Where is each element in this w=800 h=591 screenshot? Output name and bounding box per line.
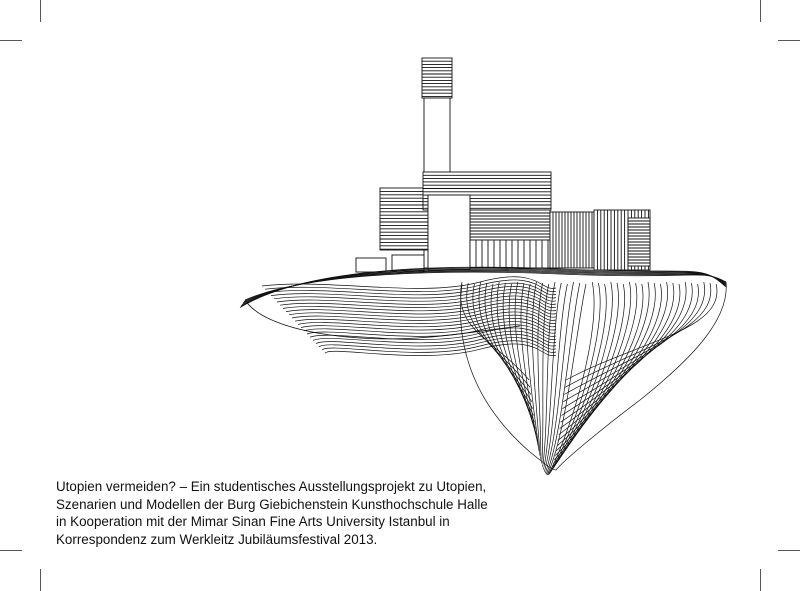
caption-line: in Kooperation mit der Mimar Sinan Fine Arts University Istanbul in <box>56 514 450 529</box>
caption-line: Utopien vermeiden? – Ein studentisches Ausstellungsprojekt zu Utopien, <box>56 479 487 494</box>
crop-mark-top-right-h <box>778 40 800 41</box>
island-rock-strata <box>262 277 726 475</box>
crop-mark-bottom-left-h <box>0 550 22 551</box>
crop-mark-bottom-left-v <box>40 569 41 591</box>
crop-mark-top-left-h <box>0 40 22 41</box>
crop-mark-bottom-right-h <box>778 550 800 551</box>
crop-mark-top-left-v <box>40 0 41 22</box>
caption-text <box>56 478 516 548</box>
crop-mark-bottom-right-v <box>760 569 761 591</box>
caption-line: Korrespondenz zum Werkleitz Jubiläumsfestival 2013. <box>56 531 378 547</box>
caption-line: Szenarien und Modellen der Burg Giebichenstein Kunsthochschule Halle <box>56 496 488 512</box>
crop-mark-top-right-v <box>760 0 761 22</box>
buildings-cluster <box>356 172 650 272</box>
floating-island-illustration <box>230 48 750 478</box>
